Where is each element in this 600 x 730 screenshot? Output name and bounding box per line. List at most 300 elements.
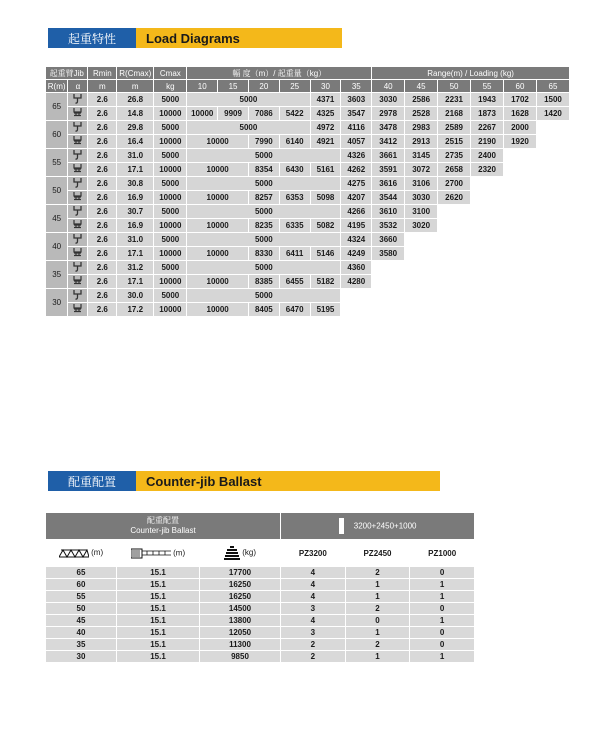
empty-cell [471,261,503,274]
rmin-value: 2.6 [88,135,116,148]
empty-cell [341,303,371,316]
load-row [46,149,569,162]
rmin-value: 2.6 [88,121,116,134]
empty-cell [471,247,503,260]
load-value: 2589 [438,121,470,134]
rmin-value: 2.6 [88,107,116,120]
load-value: 4324 [341,233,371,246]
pz3200-count: 2 [281,639,345,650]
ballast-row [46,651,474,662]
load-value: 3412 [372,135,404,148]
empty-cell [537,121,569,134]
load-value: 2190 [471,135,503,148]
pz3200-count: 3 [281,603,345,614]
section-title-zh: 起重特性 [48,28,136,48]
cmax-value: 5000 [154,289,186,302]
empty-cell [438,205,470,218]
counter-jib-ballast-banner [48,471,440,491]
empty-cell [537,191,569,204]
load-value: 2168 [438,107,470,120]
header-alpha: α [68,80,87,92]
load-value: 1920 [504,135,536,148]
empty-cell [372,261,404,274]
section-title-en: Counter-jib Ballast [136,471,440,491]
ballast-block-icon [339,518,344,534]
jib-length: 35 [46,639,116,650]
pz2450-count: 0 [346,615,410,626]
empty-cell [537,163,569,176]
falls-icon-cell [68,303,87,316]
load-value: 4249 [341,247,371,260]
load-value: 1873 [471,107,503,120]
rcmax-value: 17.1 [117,275,153,288]
empty-cell [438,275,470,288]
empty-cell [504,149,536,162]
load-value: 5146 [311,247,341,260]
unit-m: (m) [173,548,186,558]
merged-load-value: 5000 [187,177,340,190]
merged-load-value: 10000 [187,219,248,232]
jib-truss-icon [59,549,89,558]
unit-m: m [117,80,153,92]
rmin-value: 2.6 [88,191,116,204]
hook-2-falls-icon [73,178,82,188]
load-value: 3660 [372,233,404,246]
falls-icon-cell [68,233,87,246]
falls-icon-cell [68,163,87,176]
empty-cell [471,205,503,218]
load-value: 3100 [405,205,437,218]
empty-cell [372,303,404,316]
merged-load-value: 10000 [187,247,248,260]
cmax-value: 10000 [154,107,186,120]
empty-cell [405,247,437,260]
load-value: 3532 [372,219,404,232]
merged-load-value: 10000 [187,191,248,204]
hook-4-falls-icon [73,192,82,202]
unit-kg: (kg) [242,548,256,558]
empty-cell [504,303,536,316]
jib-length: 60 [46,579,116,590]
empty-cell [537,303,569,316]
load-value: 5182 [311,275,341,288]
load-value: 2620 [438,191,470,204]
ballast-table [45,512,475,663]
pz2450-count: 1 [346,591,410,602]
jib-radius: 55 [46,149,67,176]
load-row [46,177,569,190]
empty-cell [438,289,470,302]
empty-cell [405,261,437,274]
hook-4-falls-icon [73,108,82,118]
load-value: 5161 [311,163,341,176]
cmax-value: 5000 [154,93,186,106]
load-value: 2000 [504,121,536,134]
pz1000-count: 1 [410,651,474,662]
range-header: 60 [504,80,536,92]
jib-radius: 30 [46,289,67,316]
falls-icon-cell [68,121,87,134]
falls-icon-cell [68,107,87,120]
load-value: 3591 [372,163,404,176]
falls-icon-cell [68,191,87,204]
load-value: 4266 [341,205,371,218]
load-row [46,275,569,288]
empty-cell [537,275,569,288]
pz1000-count: 0 [410,627,474,638]
ballast-weight: 11300 [200,639,280,650]
load-value: 3661 [372,149,404,162]
ballast-row [46,615,474,626]
empty-cell [438,219,470,232]
load-value: 2231 [438,93,470,106]
pz1000-count: 1 [410,579,474,590]
falls-icon-cell [68,149,87,162]
load-value: 9909 [218,107,248,120]
load-value: 3030 [405,191,437,204]
empty-cell [405,233,437,246]
load-value: 4921 [311,135,341,148]
jib-length: 45 [46,615,116,626]
falls-icon-cell [68,205,87,218]
load-value: 7990 [249,135,279,148]
merged-load-value: 10000 [187,275,248,288]
range-header: 45 [405,80,437,92]
empty-cell [372,289,404,302]
empty-cell [405,289,437,302]
load-value: 2267 [471,121,503,134]
empty-cell [537,149,569,162]
merged-load-value: 10000 [187,135,248,148]
load-value: 4972 [311,121,341,134]
rcmax-value: 16.9 [117,191,153,204]
load-value: 8235 [249,219,279,232]
hook-4-falls-icon [73,220,82,230]
empty-cell [537,177,569,190]
header-cmax: Cmax [154,67,186,79]
load-value: 2658 [438,163,470,176]
jib-radius: 60 [46,121,67,148]
pz1000-count: 0 [410,639,474,650]
load-value: 8330 [249,247,279,260]
falls-icon-cell [68,93,87,106]
rcmax-value: 31.0 [117,233,153,246]
ballast-weight: 17700 [200,567,280,578]
rcmax-value: 31.2 [117,261,153,274]
load-value: 8405 [249,303,279,316]
falls-icon-cell [68,135,87,148]
rmin-value: 2.6 [88,93,116,106]
counter-jib-length: 15.1 [117,639,199,650]
load-value: 3020 [405,219,437,232]
jib-length: 30 [46,651,116,662]
empty-cell [504,191,536,204]
merged-load-value: 5000 [187,149,340,162]
load-value: 6470 [280,303,310,316]
rmin-value: 2.6 [88,261,116,274]
hook-4-falls-icon [73,136,82,146]
empty-cell [504,177,536,190]
empty-cell [504,261,536,274]
falls-icon-cell [68,177,87,190]
col-pz1000: PZ1000 [410,540,474,566]
col-pz3200: PZ3200 [281,540,345,566]
load-row [46,261,569,274]
load-row [46,233,569,246]
load-value: 4207 [341,191,371,204]
merged-load-value: 5000 [187,261,340,274]
jib-radius: 65 [46,93,67,120]
empty-cell [537,219,569,232]
pz3200-count: 3 [281,627,345,638]
rmin-value: 2.6 [88,149,116,162]
header-rm: R(m) [47,81,66,91]
load-value: 6455 [280,275,310,288]
pz1000-count: 0 [410,567,474,578]
rcmax-value: 17.1 [117,163,153,176]
pz2450-count: 2 [346,567,410,578]
empty-cell [341,289,371,302]
load-value: 3030 [372,93,404,106]
cmax-value: 10000 [154,163,186,176]
load-value: 5098 [311,191,341,204]
load-value: 8257 [249,191,279,204]
hook-2-falls-icon [73,122,82,132]
load-value: 3603 [341,93,371,106]
rmin-value: 2.6 [88,289,116,302]
pz2450-count: 1 [346,627,410,638]
rmin-value: 2.6 [88,247,116,260]
ballast-row [46,591,474,602]
merged-load-value: 5000 [187,93,309,106]
load-value: 3616 [372,177,404,190]
range-header: 55 [471,80,503,92]
jib-length-col [46,540,116,566]
empty-cell [537,261,569,274]
range-header: 10 [187,80,217,92]
cmax-value: 10000 [154,191,186,204]
empty-cell [504,205,536,218]
empty-cell [438,247,470,260]
load-value: 1628 [504,107,536,120]
empty-cell [537,289,569,302]
empty-cell [405,303,437,316]
load-value: 3580 [372,247,404,260]
empty-cell [471,177,503,190]
load-value: 8385 [249,275,279,288]
empty-cell [471,275,503,288]
hook-2-falls-icon [73,234,82,244]
rcmax-value: 29.8 [117,121,153,134]
load-value: 1420 [537,107,569,120]
empty-cell [471,303,503,316]
hook-2-falls-icon [73,290,82,300]
ballast-weight: 13800 [200,615,280,626]
empty-cell [471,191,503,204]
load-value: 2528 [405,107,437,120]
empty-cell [504,219,536,232]
empty-cell [471,289,503,302]
load-value: 6430 [280,163,310,176]
merged-load-value: 5000 [187,121,309,134]
load-value: 1702 [504,93,536,106]
merged-load-value: 5000 [187,233,340,246]
cmax-value: 5000 [154,205,186,218]
pz3200-count: 4 [281,579,345,590]
jib-radius: 35 [46,261,67,288]
jib-length: 65 [46,567,116,578]
rcmax-value: 30.8 [117,177,153,190]
load-value: 6353 [280,191,310,204]
empty-cell [471,233,503,246]
falls-icon-cell [68,219,87,232]
load-value: 10000 [187,107,217,120]
load-value: 4057 [341,135,371,148]
section-title-en: Load Diagrams [136,28,342,48]
jib-radius: 50 [46,177,67,204]
merged-load-value: 10000 [187,303,248,316]
header-blocks [281,513,474,539]
rmin-value: 2.6 [88,303,116,316]
rcmax-value: 26.8 [117,93,153,106]
pz3200-count: 4 [281,591,345,602]
counter-jib-length: 15.1 [117,591,199,602]
ballast-weight: 12050 [200,627,280,638]
cmax-value: 10000 [154,275,186,288]
unit-kg: kg [154,80,186,92]
range-header: 15 [218,80,248,92]
load-value: 1500 [537,93,569,106]
jib-radius: 40 [46,233,67,260]
load-value: 4195 [341,219,371,232]
ballast-weight-col [200,540,280,566]
col-pz2450: PZ2450 [346,540,410,566]
hook-4-falls-icon [73,164,82,174]
load-row [46,219,569,232]
jib-length: 50 [46,603,116,614]
empty-cell [537,247,569,260]
header-rmin: Rmin [88,67,116,79]
cmax-value: 10000 [154,219,186,232]
load-diagrams-banner [48,28,342,48]
unit-m: m [88,80,116,92]
hook-4-falls-icon [73,248,82,258]
counter-jib-length-col [117,540,199,566]
falls-icon-cell [68,275,87,288]
load-value: 5422 [280,107,310,120]
rcmax-value: 17.2 [117,303,153,316]
load-value: 2400 [471,149,503,162]
ballast-row [46,567,474,578]
cmax-value: 5000 [154,177,186,190]
counter-jib-length: 15.1 [117,627,199,638]
load-row [46,163,569,176]
pz3200-count: 2 [281,651,345,662]
load-value: 2320 [471,163,503,176]
pz3200-count: 4 [281,615,345,626]
hook-2-falls-icon [73,262,82,272]
ballast-weight: 14500 [200,603,280,614]
rmin-value: 2.6 [88,275,116,288]
pz2450-count: 2 [346,603,410,614]
pz2450-count: 2 [346,639,410,650]
falls-icon-cell [68,261,87,274]
falls-icon-cell [68,247,87,260]
load-value: 2735 [438,149,470,162]
hook-4-falls-icon [73,276,82,286]
load-value: 3478 [372,121,404,134]
ballast-row [46,639,474,650]
load-value: 6335 [280,219,310,232]
load-value: 2515 [438,135,470,148]
load-value: 3145 [405,149,437,162]
counter-jib-length: 15.1 [117,615,199,626]
empty-cell [405,275,437,288]
header-range-en: Range(m) / Loading (kg) [372,67,569,79]
header-jib: 起重臂Jib [46,67,87,79]
load-value: 2978 [372,107,404,120]
load-row [46,303,569,316]
range-header: 25 [280,80,310,92]
load-row [46,107,569,120]
empty-cell [537,233,569,246]
rcmax-value: 16.9 [117,219,153,232]
load-value: 6411 [280,247,310,260]
load-value: 2586 [405,93,437,106]
cmax-value: 5000 [154,261,186,274]
range-header: 40 [372,80,404,92]
rcmax-value: 30.0 [117,289,153,302]
load-value: 4262 [341,163,371,176]
load-value: 3106 [405,177,437,190]
ballast-weight: 16250 [200,591,280,602]
jib-length: 40 [46,627,116,638]
load-value: 4326 [341,149,371,162]
pz2450-count: 1 [346,579,410,590]
ballast-row [46,579,474,590]
load-diagram-table [45,66,570,317]
range-header: 30 [311,80,341,92]
hook-2-falls-icon [73,206,82,216]
load-row [46,121,569,134]
section-title-zh: 配重配置 [48,471,136,491]
load-row [46,289,569,302]
range-header: 65 [537,80,569,92]
cmax-value: 5000 [154,121,186,134]
jib-radius: 45 [46,205,67,232]
header-config [46,513,280,539]
counter-jib-length: 15.1 [117,567,199,578]
load-value: 2913 [405,135,437,148]
empty-cell [504,289,536,302]
counter-jib-length: 15.1 [117,603,199,614]
jib-length: 55 [46,591,116,602]
pz3200-count: 4 [281,567,345,578]
ballast-row [46,603,474,614]
empty-cell [372,275,404,288]
pz1000-count: 1 [410,591,474,602]
counter-jib-length: 15.1 [117,651,199,662]
empty-cell [537,135,569,148]
empty-cell [438,261,470,274]
load-value: 6140 [280,135,310,148]
load-value: 5082 [311,219,341,232]
load-value: 3547 [341,107,371,120]
pz1000-count: 0 [410,603,474,614]
unit-m: (m) [91,548,104,558]
rcmax-value: 17.1 [117,247,153,260]
range-header: 50 [438,80,470,92]
